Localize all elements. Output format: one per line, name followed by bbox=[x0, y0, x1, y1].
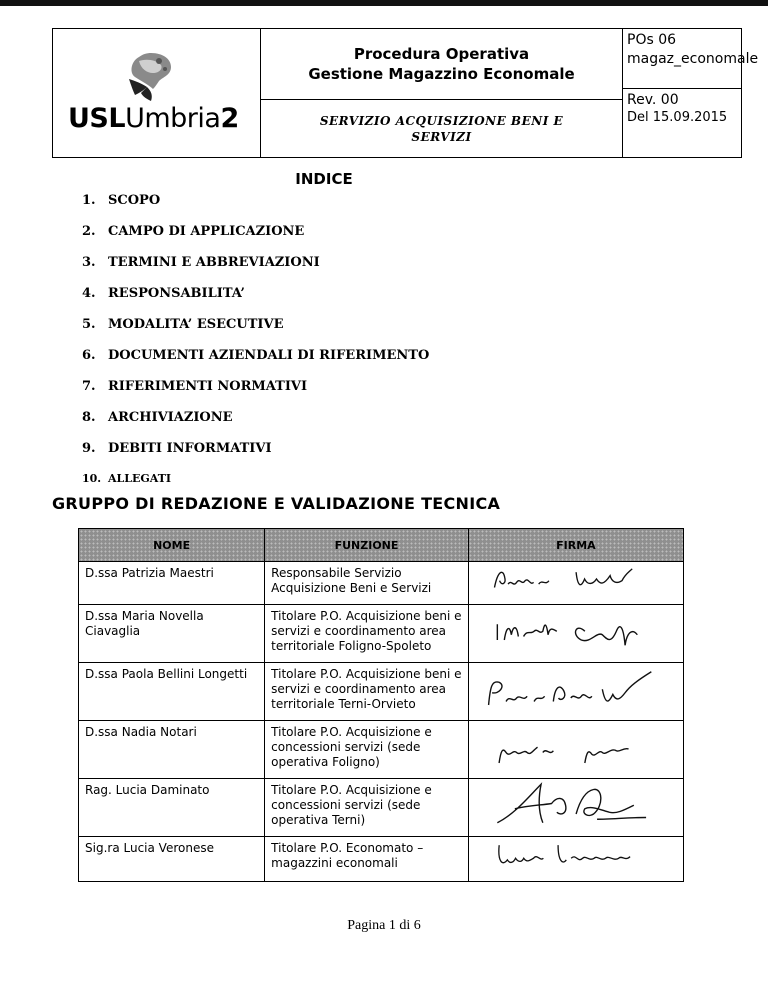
col-header-firma: FIRMA bbox=[468, 529, 683, 562]
toc-item: 9. DEBITI INFORMATIVI bbox=[82, 441, 272, 456]
signature-image bbox=[469, 779, 683, 828]
procedure-title: Procedura Operativa Gestione Magazzino Economale bbox=[261, 29, 622, 100]
cell-firma bbox=[468, 779, 683, 837]
cell-firma bbox=[468, 605, 683, 663]
logo-wordmark: USLUmbria2 bbox=[68, 103, 239, 134]
cell-nome: D.ssa Nadia Notari bbox=[79, 721, 265, 779]
table-row bbox=[79, 721, 684, 779]
toc-item: 1. SCOPO bbox=[82, 193, 161, 208]
toc-item: 2. CAMPO DI APPLICAZIONE bbox=[82, 224, 305, 239]
table-of-contents bbox=[82, 193, 429, 503]
cell-nome: Rag. Lucia Daminato bbox=[79, 779, 265, 837]
cell-funzione: Titolare P.O. Acquisizione e concessioni servizi (sede operativa Foligno) bbox=[265, 721, 469, 779]
title-cell bbox=[261, 29, 623, 157]
cell-firma bbox=[468, 837, 683, 882]
index-title: INDICE bbox=[295, 170, 353, 188]
toc-item: 10. ALLEGATI bbox=[82, 472, 172, 485]
table-row bbox=[79, 663, 684, 721]
cell-firma bbox=[468, 721, 683, 779]
toc-item: 8. ARCHIVIAZIONE bbox=[82, 410, 233, 425]
col-header-funzione: FUNZIONE bbox=[265, 529, 469, 562]
cell-nome: Sig.ra Lucia Veronese bbox=[79, 837, 265, 882]
usl-umbria-logo-icon bbox=[111, 51, 191, 103]
toc-item: 3. TERMINI E ABBREVIAZIONI bbox=[82, 255, 320, 270]
toc-item: 6. DOCUMENTI AZIENDALI DI RIFERIMENTO bbox=[82, 348, 430, 363]
table-row bbox=[79, 562, 684, 605]
table-row bbox=[79, 837, 684, 882]
cell-funzione: Responsabile Servizio Acquisizione Beni e Servizi bbox=[265, 562, 469, 605]
cell-firma bbox=[468, 562, 683, 605]
table-row bbox=[79, 779, 684, 837]
cell-funzione: Titolare P.O. Economato – magazzini economali bbox=[265, 837, 469, 882]
document-code-cell bbox=[623, 29, 759, 157]
revision-info: Rev. 00 Del 15.09.2015 bbox=[627, 92, 728, 125]
document-code: POs 06 magaz_economale bbox=[623, 29, 741, 89]
signature-image bbox=[469, 605, 683, 654]
signature-image bbox=[469, 562, 683, 596]
logo-cell bbox=[53, 29, 261, 157]
toc-item: 7. RIFERIMENTI NORMATIVI bbox=[82, 379, 308, 394]
signature-image bbox=[469, 837, 683, 873]
service-name: SERVIZIO ACQUISIZIONE BENI E SERVIZI bbox=[319, 113, 564, 144]
team-table bbox=[78, 528, 684, 882]
cell-funzione: Titolare P.O. Acquisizione beni e servizi e coordinamento area territoriale Terni-Orvieto bbox=[265, 663, 469, 721]
scan-top-border bbox=[0, 0, 768, 6]
document-header bbox=[52, 28, 759, 158]
cell-funzione: Titolare P.O. Acquisizione e concessioni servizi (sede operativa Terni) bbox=[265, 779, 469, 837]
team-section-title: GRUPPO DI REDAZIONE E VALIDAZIONE TECNICA bbox=[52, 494, 501, 513]
table-row bbox=[79, 605, 684, 663]
cell-nome: D.ssa Paola Bellini Longetti bbox=[79, 663, 265, 721]
page-number: Pagina 1 di 6 bbox=[347, 918, 421, 933]
toc-item: 5. MODALITA’ ESECUTIVE bbox=[82, 317, 284, 332]
cell-funzione: Titolare P.O. Acquisizione beni e servizi e coordinamento area territoriale Foligno-Spoleto bbox=[265, 605, 469, 663]
col-header-nome: NOME bbox=[79, 529, 265, 562]
table-header-row bbox=[79, 529, 684, 562]
toc-item: 4. RESPONSABILITA’ bbox=[82, 286, 245, 301]
signature-image bbox=[469, 663, 683, 712]
cell-firma bbox=[468, 663, 683, 721]
cell-nome: D.ssa Maria Novella Ciavaglia bbox=[79, 605, 265, 663]
cell-nome: D.ssa Patrizia Maestri bbox=[79, 562, 265, 605]
signature-image bbox=[469, 721, 683, 770]
